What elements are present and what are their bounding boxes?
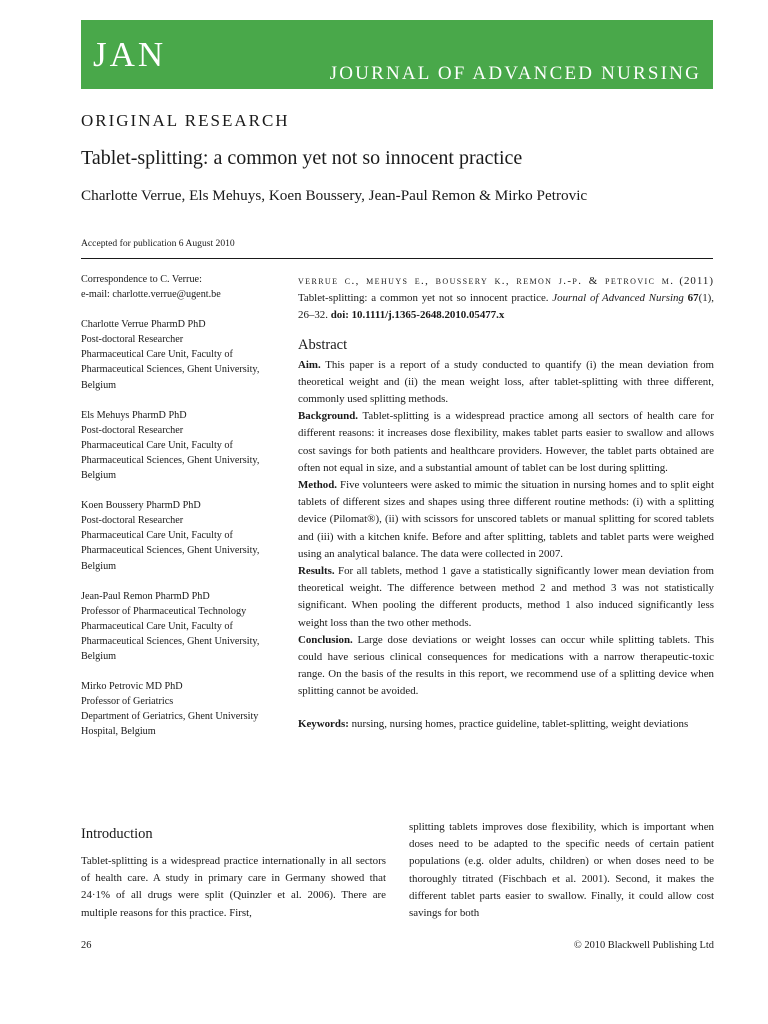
abstract-background xyxy=(298,408,714,477)
affiliation-line: Koen Boussery PharmD PhD xyxy=(81,500,201,512)
affiliation-line: Mirko Petrovic MD PhD xyxy=(81,681,183,693)
affiliation-line: Els Mehuys PharmD PhD xyxy=(81,409,187,421)
affiliation-line: Belgium xyxy=(81,650,117,662)
affiliation-line: Professor of Geriatrics xyxy=(81,696,174,708)
affiliation-line: Belgium xyxy=(81,470,117,482)
introduction-heading: Introduction xyxy=(81,826,153,842)
affiliation-line: Belgium xyxy=(81,560,117,572)
aim-label: Aim. xyxy=(298,358,321,371)
introduction-text-right: splitting tablets improves dose flexibility, which is important when doses need to be adapted to the specific needs of certain patient populations (e.g. older adults, children) or when doses need to be thoroughly titrated (Fischbach et al. 2001). Second, it makes the different tablet parts easier to swallow. Finally, it could allow cost savings for both xyxy=(409,821,714,920)
article-title: Tablet-splitting: a common yet not so innocent practice xyxy=(81,147,523,169)
affiliation-line: Post-doctoral Researcher xyxy=(81,334,184,346)
conclusion-text: Large dose deviations or weight losses can occur while splitting tablets. This could have serious clinical consequences for medications with a narrow therapeutic-toxic range. On the basis of the results in this report, we recommend use of a splitting device when splitting cannot be avoided. xyxy=(298,633,714,698)
method-text: Five volunteers were asked to mimic the situation in nursing homes and to split eight tablets of different sizes and shapes using three different routine methods: (i) with a splitting device (Pilomat®), (ii) with scissors for unscored tablets or manual splitting for scored tablets and (iii) with a kitchen knife. Before and after splitting, tablets and tablet parts were weighed using an analytical balance. The data were collected in 2007. xyxy=(298,479,714,560)
page-number: 26 xyxy=(81,940,92,951)
affiliation-line: Pharmaceutical Care Unit, Faculty of xyxy=(81,349,233,361)
affiliation-line: Pharmaceutical Sciences, Ghent University, xyxy=(81,454,260,466)
affiliation-block xyxy=(81,498,281,573)
affiliation-line: Charlotte Verrue PharmD PhD xyxy=(81,319,206,331)
affiliation-line: Pharmaceutical Sciences, Ghent University, xyxy=(81,545,260,557)
citation-doi[interactable]: doi: 10.1111/j.1365-2648.2010.05477.x xyxy=(330,309,505,322)
affiliation-block xyxy=(81,317,281,392)
affiliation-line: Post-doctoral Researcher xyxy=(81,515,184,527)
introduction-left-column xyxy=(81,824,386,922)
affiliation-line: Pharmaceutical Care Unit, Faculty of xyxy=(81,620,233,632)
affiliation-line: Pharmaceutical Care Unit, Faculty of xyxy=(81,439,233,451)
abstract-column xyxy=(298,273,714,733)
affiliation-line: Pharmaceutical Care Unit, Faculty of xyxy=(81,530,233,542)
journal-logo: JAN xyxy=(93,35,167,74)
affiliation-line: Department of Geriatrics, Ghent University xyxy=(81,711,259,723)
abstract-method xyxy=(298,477,714,563)
affiliation-line: Jean-Paul Remon PharmD PhD xyxy=(81,590,210,602)
keywords-label: Keywords: xyxy=(298,717,349,730)
citation-issue-pages: (1), 26–32. xyxy=(298,292,714,322)
citation-journal: Journal of Advanced Nursing xyxy=(552,292,684,305)
accepted-date: Accepted for publication 6 August 2010 xyxy=(81,238,235,249)
background-text: Tablet-splitting is a widespread practice among all sectors of health care for different reasons: it increases dose flexibility, makes tablet parts easier to swallow and allows cost savings for both patients and healthcare providers. However, the tablet parts obtained are often not equal in size, and a substantial amount of tablet can be lost during splitting. xyxy=(298,410,714,474)
aim-text: This paper is a report of a study conducted to quantify (i) the mean deviation from theoretical weight and (ii) the mean weight loss, after tablet-splitting with three different, commonly used splitting methods. xyxy=(298,358,714,406)
affiliations-column xyxy=(81,272,281,754)
keywords xyxy=(298,716,714,733)
section-label: ORIGINAL RESEARCH xyxy=(81,111,290,130)
conclusion-label: Conclusion. xyxy=(298,633,353,646)
results-text: For all tablets, method 1 gave a statistically significantly lower mean deviation from theoretical weight. The difference between method 2 and method 3 was not statistically significant. When pooling the different products, method 1 also induced significantly less weight loss than the two other methods. xyxy=(298,565,714,629)
journal-name: JOURNAL OF ADVANCED NURSING xyxy=(329,63,701,84)
affiliation-line: Hospital, Belgium xyxy=(81,726,156,738)
keywords-text: nursing, nursing homes, practice guideline, tablet-splitting, weight deviations xyxy=(351,717,689,730)
header-divider xyxy=(81,258,713,259)
affiliation-line: Correspondence to C. Verrue: xyxy=(81,274,202,285)
affiliation-line: Belgium xyxy=(81,379,117,391)
correspondence-block xyxy=(81,272,281,302)
affiliation-line: Post-doctoral Researcher xyxy=(81,424,184,436)
citation-volume: 67 xyxy=(687,292,699,305)
results-label: Results. xyxy=(298,565,335,578)
citation-title: Tablet-splitting: a common yet not so innocent practice. xyxy=(298,292,549,305)
affiliation-line: Professor of Pharmaceutical Technology xyxy=(81,605,247,617)
journal-banner xyxy=(81,20,713,89)
abstract-conclusion xyxy=(298,632,714,701)
affiliation-line[interactable]: e-mail: charlotte.verrue@ugent.be xyxy=(81,289,221,301)
abstract-results xyxy=(298,563,714,632)
author-list: Charlotte Verrue, Els Mehuys, Koen Boussery, Jean-Paul Remon & Mirko Petrovic xyxy=(81,187,588,204)
abstract-heading: Abstract xyxy=(298,336,348,353)
citation-authors: verrue c., mehuys e., boussery k., remon j.-p. & petrovic m. xyxy=(298,275,675,287)
abstract-aim xyxy=(298,357,714,409)
background-label: Background. xyxy=(298,410,359,423)
citation-year: (2011) xyxy=(679,275,714,287)
copyright: © 2010 Blackwell Publishing Ltd xyxy=(573,940,714,951)
citation xyxy=(298,273,714,325)
affiliation-block xyxy=(81,679,281,739)
method-label: Method. xyxy=(298,479,338,492)
affiliation-block xyxy=(81,589,281,664)
introduction-text-left: Tablet-splitting is a widespread practice internationally in all sectors of health care. A study in primary care in Germany showed that 24·1% of all drugs were split (Quinzler et al. 2006). There are multiple reasons for this practice. First, xyxy=(81,855,386,919)
affiliation-line: Pharmaceutical Sciences, Ghent University, xyxy=(81,364,260,376)
affiliation-line: Pharmaceutical Sciences, Ghent University, xyxy=(81,635,260,647)
introduction-right-column xyxy=(409,819,714,922)
affiliation-block xyxy=(81,408,281,483)
